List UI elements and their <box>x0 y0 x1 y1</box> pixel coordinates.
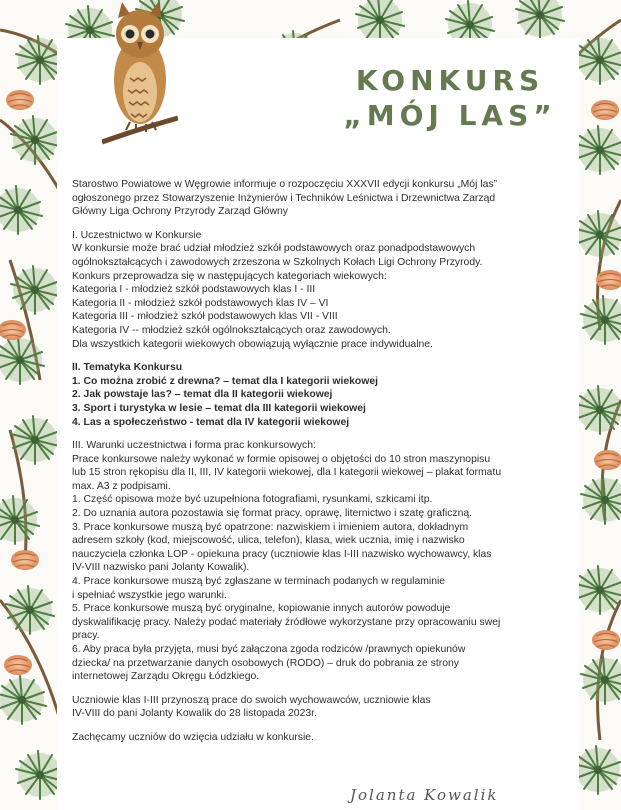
title-line-1: KONKURS <box>355 64 545 97</box>
section-3-line: 3. Prace konkursowe muszą być opatrzone: nazwiskiem i imieniem autora, dokładnym <box>72 521 469 533</box>
section-3-line: lub 15 stron rękopisu dla II, III, IV kategorii wiekowej, dla I kategorii wiekowej – plakat formatu <box>72 467 502 479</box>
section-1-line: ogólnokształcących i zawodowych zrzeszona w Szkolnych Kołach Ligi Ochrony Przyrody. <box>72 256 483 268</box>
section-1-line: Kategoria III - młodzież szkół podstawowych klas VII - VIII <box>72 311 338 323</box>
section-3-heading: III. Warunki uczestnictwa i forma prac konkursowych: <box>72 440 316 452</box>
topic-line: 4. Las a społeczeństwo - temat dla IV kategorii wiekowej <box>72 416 350 428</box>
section-1-line: Konkurs przeprowadza się w następujących kategoriach wiekowych: <box>72 270 387 282</box>
invitation-line: Zachęcamy uczniów do wzięcia udziału w konkursie. <box>72 731 314 743</box>
intro-line: ogłoszonego przez Stowarzyszenie Inżynierów i Techników Leśnictwa i Drzewnictwa Zarząd <box>72 192 496 204</box>
section-3-line: 4. Prace konkursowe muszą być zgłaszane w terminach podanych w regulaminie <box>72 576 446 588</box>
intro-line: Główny Liga Ochrony Przyrody Zarząd Główny <box>72 206 288 218</box>
announcement-body <box>72 178 562 745</box>
section-1-heading: I. Uczestnictwo w Konkursie <box>72 229 202 241</box>
section-3-line: adresem szkoły (kod, miejscowość, ulica, telefon), klasa, wiek ucznia, imię i nazwisko <box>72 535 465 547</box>
section-3-line: 2. Do uznania autora pozostawia się format pracy, oprawę, liternictwo i szatę graficzną. <box>72 508 473 520</box>
section-3-line: pracy. <box>72 630 100 642</box>
section-3-line: 5. Prace konkursowe muszą być oryginalne, kopiowanie innych autorów powoduje <box>72 603 451 615</box>
section-1-line: Kategoria II - młodzież szkół podstawowych klas IV – VI <box>72 297 329 309</box>
section-3-line: internetowej Zarządu Okręgu Łódzkiego. <box>72 671 260 683</box>
closing-line: IV-VIII do pani Jolanty Kowalik do 28 listopada 2023r. <box>72 708 317 720</box>
title-line-2: „MÓJ LAS” <box>343 99 557 132</box>
section-1-line: W konkursie może brać udział młodzież szkół podstawowych oraz ponadpodstawowych <box>72 243 476 255</box>
section-1-line: Dla wszystkich kategorii wiekowych obowiązują wyłącznie prace indywidualne. <box>72 338 433 350</box>
section-3-line: nauczyciela członka LOP - opiekuna pracy (uczniowie klas I-III nazwisko wychowawcy, klas <box>72 548 492 560</box>
section-3-line: 1. Część opisowa może być uzupełniona fotografiami, rysunkami, szkicami itp. <box>72 494 433 506</box>
section-3-line: max. A3 z podpisami. <box>72 480 171 492</box>
section-1-line: Kategoria I - młodzież szkół podstawowych klas I - III <box>72 284 316 296</box>
owl-illustration <box>102 0 178 150</box>
signature: Jolanta Kowalik <box>350 786 499 804</box>
section-3-line: dyskwalifikację pracy. Należy podać materiały źródłowe wykorzystane przy opracowaniu swej <box>72 616 501 628</box>
section-1-line: Kategoria IV -- młodzież szkół ogólnokształcących oraz zawodowych. <box>72 324 391 336</box>
closing-line: Uczniowie klas I-III przynoszą prace do swoich wychowawców, uczniowie klas <box>72 694 431 706</box>
section-3-line: IV-VIII nazwisko pani Jolanty Kowalik). <box>72 562 250 574</box>
section-3-line: dziecka/ na przetwarzanie danych osobowych (RODO) – druk do pobrania ze strony <box>72 657 459 669</box>
section-3-line: Prace konkursowe należy wykonać w formie opisowej o objętości do 10 stron maszynopisu <box>72 453 491 465</box>
topic-line: 1. Co można zrobić z drewna? – temat dla I kategorii wiekowej <box>72 375 379 387</box>
intro-line: Starostwo Powiatowe w Węgrowie informuje o rozpoczęciu XXXVII edycji konkursu „Mój las” <box>72 179 498 190</box>
topic-line: 2. Jak powstaje las? – temat dla II kategorii wiekowej <box>72 389 333 401</box>
topic-line: 3. Sport i turystyka w lesie – temat dla III kategorii wiekowej <box>72 402 366 414</box>
section-3-line: i spełniać wszystkie jego warunki. <box>72 589 227 601</box>
section-3-line: 6. Aby praca była przyjęta, musi być załączona zgoda rodziców /prawnych opiekunów <box>72 644 466 655</box>
section-2-heading: II. Tematyka Konkursu <box>72 362 183 374</box>
